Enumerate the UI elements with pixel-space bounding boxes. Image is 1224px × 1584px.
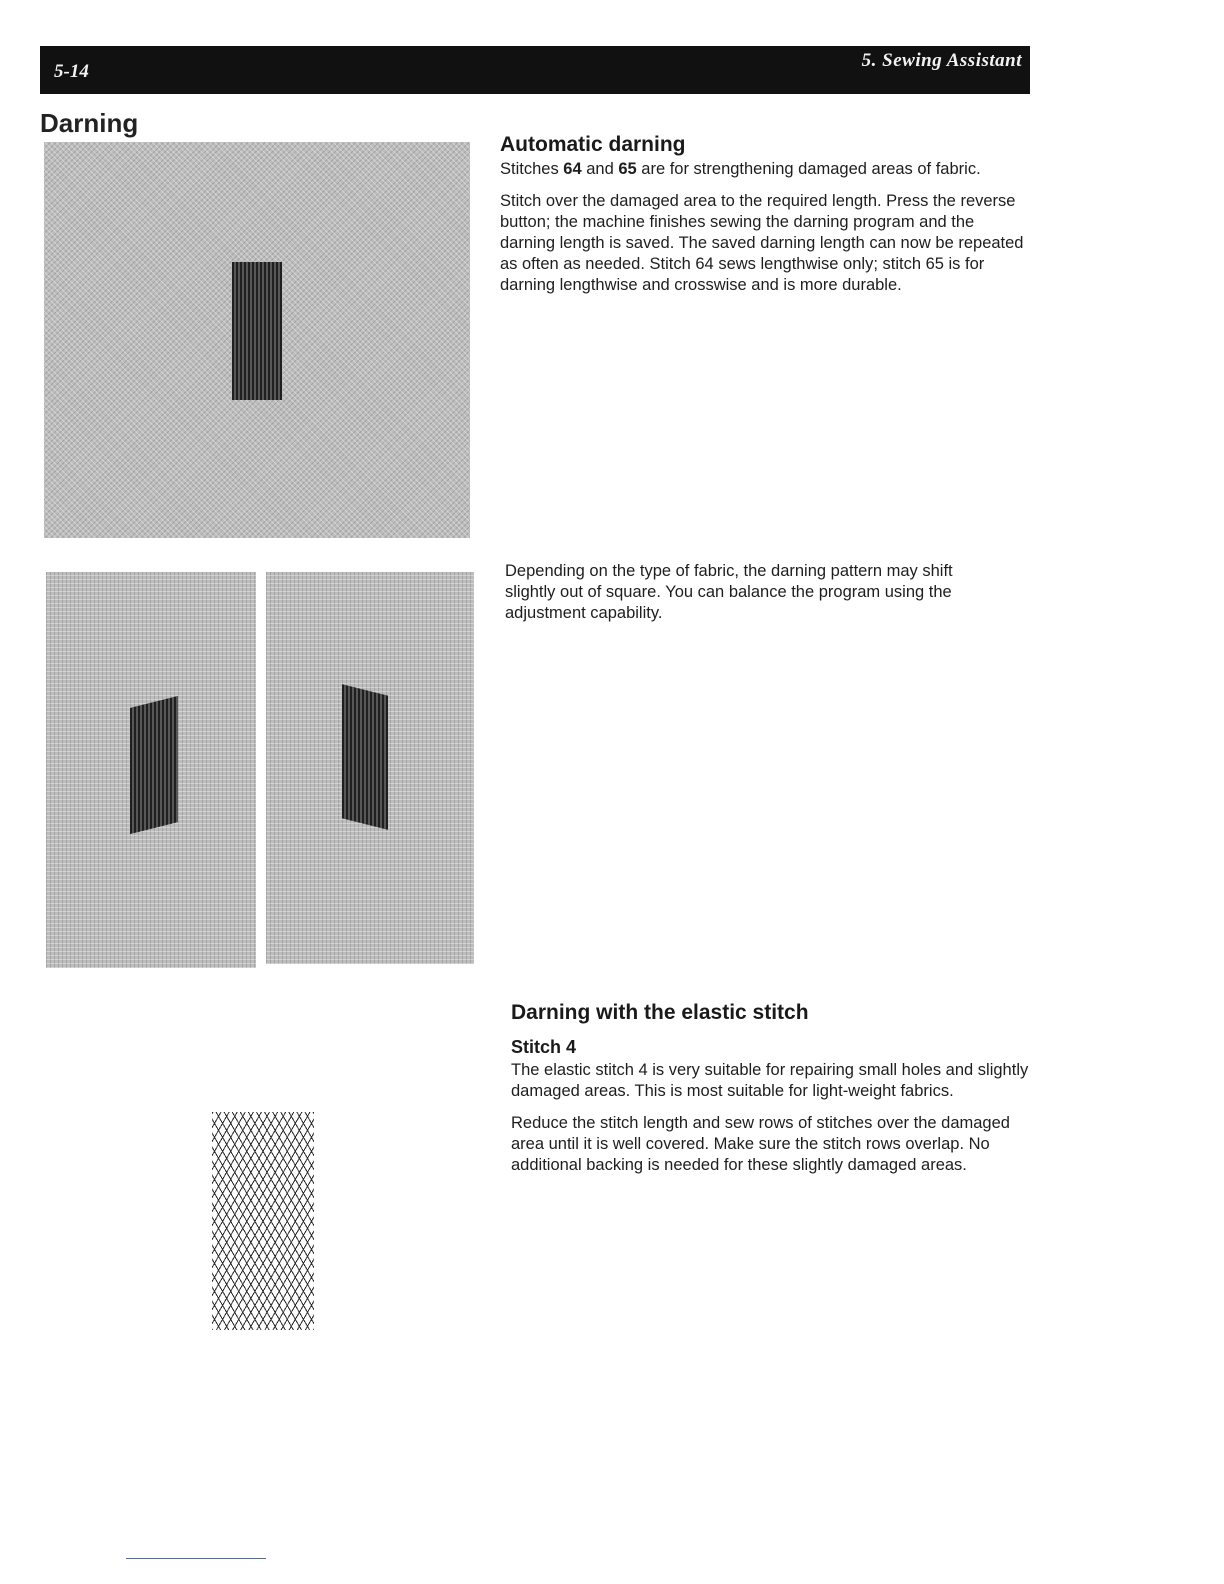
skewed-darning-right-photo (266, 572, 474, 964)
header-bar (40, 46, 1030, 94)
intro-text-end: are for strengthening damaged areas of fabric. (636, 160, 981, 178)
intro-text-start: Stitches (500, 160, 564, 178)
skewed-patch-left (130, 696, 178, 834)
adjustment-note (505, 561, 1005, 635)
skewed-patch-right (342, 684, 388, 829)
elastic-darning-instructions: Reduce the stitch length and sew rows of stitches over the damaged area until it is well covered. Make sure the stitch rows overlap. No additional backing is needed for these slightly damaged areas. (511, 1114, 1010, 1174)
chapter-title: 5. Sewing Assistant (861, 50, 1022, 71)
darning-sample-photo (44, 142, 470, 538)
automatic-darning-section (500, 134, 1030, 307)
stitch-4-subheading: Stitch 4 (511, 1037, 577, 1057)
elastic-darning-intro: The elastic stitch 4 is very suitable for repairing small holes and slightly damaged areas. This is most suitable for light-weight fabrics. (511, 1061, 1029, 1100)
darned-patch (232, 262, 282, 400)
section-title: Darning (40, 108, 139, 138)
skewed-darning-left-photo (46, 572, 256, 968)
stitch-number-65: 65 (618, 160, 637, 178)
intro-text-mid: and (581, 160, 619, 178)
stitch-number-64: 64 (563, 160, 582, 178)
automatic-darning-heading: Automatic darning (500, 133, 686, 156)
elastic-darning-heading: Darning with the elastic stitch (511, 1001, 809, 1024)
elastic-darning-section (511, 1002, 1031, 1187)
page-number: 5-14 (54, 61, 89, 82)
automatic-darning-instructions: Stitch over the damaged area to the required length. Press the reverse button; the machine finishes sewing the darning program and the darning length is saved. The saved darning length can now be repeated as often as needed. Stitch 64 sews lengthwise only; stitch 65 is for darning lengthwise and crosswise and is more durable. (500, 192, 1024, 294)
elastic-stitch-sample (212, 1112, 314, 1330)
automatic-darning-intro (500, 159, 1030, 180)
bottom-rule (126, 1558, 266, 1559)
adjustment-paragraph: Depending on the type of fabric, the darning pattern may shift slightly out of square. You can balance the program using the adjustment capability. (505, 562, 953, 622)
